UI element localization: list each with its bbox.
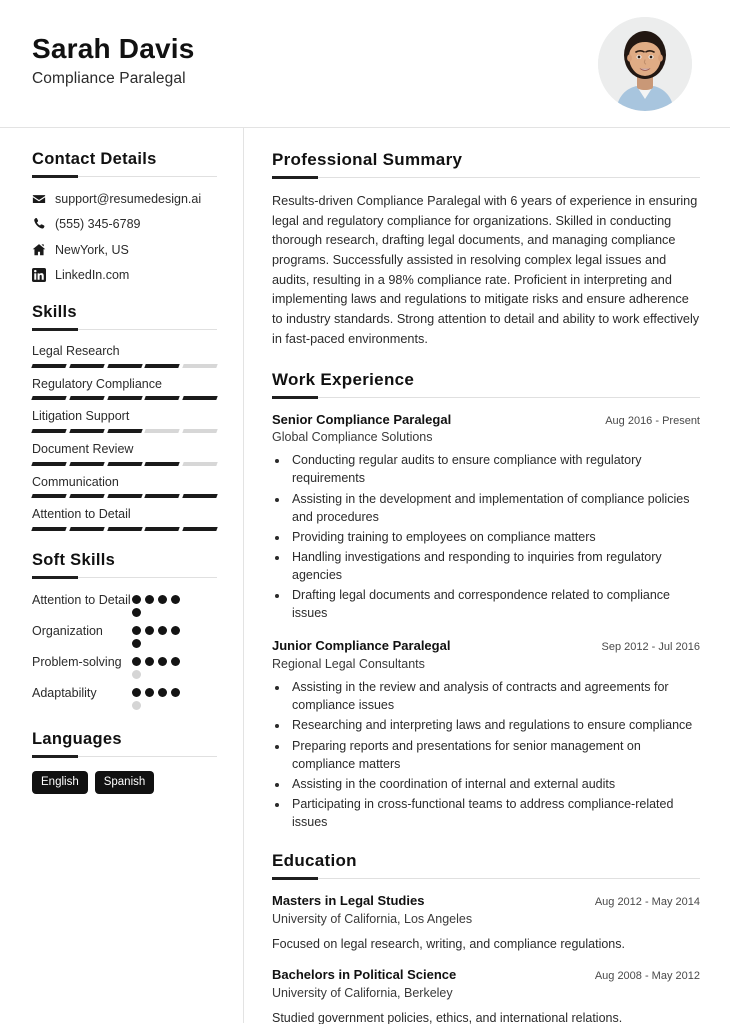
experience-header <box>272 638 700 655</box>
header-text-block <box>32 33 195 94</box>
education-entry <box>272 967 700 1024</box>
education-description: Studied government policies, ethics, and international relations. <box>272 1010 623 1024</box>
job-role: Senior Compliance Paralegal <box>272 411 452 427</box>
job-date-range: Aug 2016 - Present <box>605 414 700 427</box>
degree-title: Masters in Legal Studies <box>272 893 425 909</box>
envelope-icon <box>32 192 46 206</box>
skill-segment <box>145 429 180 433</box>
skill-item <box>32 409 217 433</box>
school-name: University of California, Berkeley <box>272 985 453 1000</box>
school-name: University of California, Los Angeles <box>272 912 473 927</box>
skill-segment <box>182 462 217 466</box>
main-content <box>244 128 730 1023</box>
skill-item <box>32 442 217 466</box>
skill-label: Litigation Support <box>32 409 130 424</box>
soft-skill-rating <box>132 685 190 710</box>
education-header <box>272 893 700 910</box>
section-title: Education <box>272 851 357 871</box>
section-languages <box>32 730 217 794</box>
job-bullet: • Assisting in the coordination of internal and external audits <box>289 775 700 793</box>
skill-segment <box>107 527 142 531</box>
contact-item-location[interactable] <box>32 242 217 258</box>
degree-date-range: Aug 2008 - May 2012 <box>594 970 700 983</box>
skill-segment <box>69 429 104 433</box>
linkedin-icon <box>32 268 46 282</box>
rating-dot <box>132 701 141 710</box>
skill-label: Regulatory Compliance <box>32 376 162 391</box>
rating-dot <box>132 688 141 697</box>
experience-header <box>272 412 700 429</box>
job-bullet: • Conducting regular audits to ensure compliance with regulatory requirements <box>289 451 700 487</box>
avatar-photo <box>598 17 692 111</box>
skill-segment <box>182 527 217 531</box>
skill-label: Communication <box>32 474 119 489</box>
soft-skill-label: Adaptability <box>32 685 97 700</box>
contact-item-phone[interactable] <box>32 216 217 232</box>
skill-level-bar <box>32 364 217 368</box>
rating-dot <box>145 688 154 697</box>
rating-dot <box>158 657 167 666</box>
skill-segment <box>182 364 217 368</box>
skill-level-bar <box>32 494 217 498</box>
job-bullet: • Providing training to employees on compliance matters <box>289 528 700 546</box>
section-professional-summary <box>272 150 700 350</box>
job-bullet: • Assisting in the development and implementation of compliance policies and procedures <box>289 490 700 526</box>
rating-dot <box>158 626 167 635</box>
section-title: Contact Details <box>32 150 157 168</box>
skill-label: Legal Research <box>32 344 120 358</box>
skill-segment <box>107 396 142 400</box>
home-icon <box>32 243 46 257</box>
section-rule <box>272 177 700 178</box>
summary-text: Results-driven Compliance Paralegal with 6 years of experience in ensuring legal and regulatory compliance for organizations. Skilled in conducting thorough research, drafting legal documents, and managing compliance programs. Successfully assisted in resolving complex legal issues and audits, resulting in a 98% compliance rate. Proficient in interpreting and implementing laws and regulations to mitigate risks and ensure adherence to industry standards. Strong attention to detail and ability to work effectively in fast-paced environments. <box>272 194 700 346</box>
skill-item <box>32 507 217 531</box>
skill-segment <box>145 364 180 368</box>
education-entry <box>272 893 700 953</box>
contact-value: NewYork, US <box>55 242 129 257</box>
soft-skill-rating <box>132 623 190 648</box>
job-organization: Global Compliance Solutions <box>272 430 433 445</box>
skill-level-bar <box>32 429 217 433</box>
section-rule <box>32 756 217 757</box>
rating-dot <box>158 688 167 697</box>
language-list <box>32 771 217 794</box>
section-rule <box>32 176 217 177</box>
skill-segment <box>145 396 180 400</box>
skill-segment <box>145 527 180 531</box>
skill-item <box>32 377 217 401</box>
job-bullet-list <box>289 678 700 831</box>
skill-segment <box>69 396 104 400</box>
skill-segment <box>69 494 104 498</box>
skill-label: Attention to Detail <box>32 507 131 522</box>
job-bullet: • Drafting legal documents and correspondence related to compliance issues <box>289 586 700 622</box>
skill-segment <box>31 396 66 400</box>
experience-entry <box>272 638 700 831</box>
section-title: Languages <box>32 729 122 748</box>
job-organization: Regional Legal Consultants <box>272 657 425 672</box>
skill-segment <box>182 429 217 433</box>
skill-segment <box>107 494 142 498</box>
rating-dot <box>132 608 141 617</box>
skill-item <box>32 344 217 368</box>
soft-skill-item <box>32 654 217 679</box>
skill-level-bar <box>32 462 217 466</box>
section-rule <box>272 397 700 398</box>
skill-segment <box>145 494 180 498</box>
job-bullet: • Handling investigations and responding to inquiries from regulatory agencies <box>289 548 700 584</box>
language-tag: Spanish <box>95 771 155 794</box>
section-title: Skills <box>32 303 77 321</box>
contact-value: LinkedIn.com <box>55 267 130 282</box>
job-bullet: • Assisting in the review and analysis of contracts and agreements for compliance issues <box>289 678 700 714</box>
rating-dot <box>171 595 180 604</box>
skill-segment <box>107 364 142 368</box>
contact-item-email[interactable] <box>32 191 217 207</box>
skill-level-bar <box>32 396 217 400</box>
skill-label: Document Review <box>32 441 134 456</box>
job-role: Junior Compliance Paralegal <box>272 638 451 654</box>
job-bullet: • Preparing reports and presentations for senior management on compliance matters <box>289 737 700 773</box>
page-title: Sarah Davis <box>32 32 195 64</box>
rating-dot <box>132 639 141 648</box>
soft-skill-rating <box>132 654 190 679</box>
resume-header <box>0 0 730 128</box>
skill-segment <box>69 462 104 466</box>
avatar <box>598 17 692 111</box>
rating-dot <box>145 595 154 604</box>
skill-segment <box>182 396 217 400</box>
section-rule <box>32 329 217 330</box>
contact-item-linkedin[interactable] <box>32 267 217 283</box>
rating-dot <box>171 657 180 666</box>
education-header <box>272 967 700 984</box>
skill-segment <box>107 429 142 433</box>
degree-title: Bachelors in Political Science <box>272 967 457 983</box>
experience-entry <box>272 412 700 623</box>
job-bullet: • Participating in cross-functional teams to address compliance-related issues <box>289 795 700 831</box>
resume-body <box>0 128 730 1023</box>
skill-segment <box>31 494 66 498</box>
skill-segment <box>107 462 142 466</box>
soft-skill-item <box>32 685 217 710</box>
soft-skill-item <box>32 623 217 648</box>
rating-dot <box>171 688 180 697</box>
rating-dot <box>145 626 154 635</box>
skill-segment <box>69 527 104 531</box>
phone-icon <box>32 217 46 231</box>
degree-date-range: Aug 2012 - May 2014 <box>594 896 700 909</box>
rating-dot <box>132 595 141 604</box>
job-bullet: • Researching and interpreting laws and regulations to ensure compliance <box>289 716 700 734</box>
soft-skill-rating <box>132 592 190 617</box>
rating-dot <box>132 670 141 679</box>
skill-level-bar <box>32 527 217 531</box>
skill-segment <box>69 364 104 368</box>
skill-segment <box>145 462 180 466</box>
soft-skill-label: Organization <box>32 623 103 638</box>
job-title: Compliance Paralegal <box>32 70 186 88</box>
soft-skill-item <box>32 592 217 617</box>
skill-segment <box>31 527 66 531</box>
rating-dot <box>132 626 141 635</box>
section-soft-skills <box>32 551 217 710</box>
contact-value: (555) 345-6789 <box>55 217 141 232</box>
rating-dot <box>132 657 141 666</box>
section-rule <box>272 878 700 879</box>
contact-list <box>32 191 217 283</box>
skill-segment <box>31 429 66 433</box>
soft-skill-label: Attention to Detail <box>32 592 131 607</box>
language-tag: English <box>32 771 88 794</box>
soft-skill-label: Problem-solving <box>32 654 122 669</box>
section-rule <box>32 577 217 578</box>
contact-value: support@resumedesign.ai <box>55 192 202 206</box>
section-work-experience <box>272 370 700 832</box>
rating-dot <box>171 626 180 635</box>
section-title: Professional Summary <box>272 150 463 169</box>
section-education <box>272 851 700 1024</box>
sidebar <box>0 128 244 1023</box>
section-contact-details <box>32 150 217 283</box>
section-title: Work Experience <box>272 369 415 389</box>
section-title: Soft Skills <box>32 550 116 569</box>
job-bullet-list <box>289 451 700 622</box>
skill-segment <box>182 494 217 498</box>
skill-segment <box>31 364 66 368</box>
skill-item <box>32 475 217 499</box>
skill-segment <box>31 462 66 466</box>
section-skills <box>32 303 217 531</box>
job-date-range: Sep 2012 - Jul 2016 <box>601 641 700 654</box>
rating-dot <box>145 657 154 666</box>
education-description: Focused on legal research, writing, and compliance regulations. <box>272 936 625 951</box>
rating-dot <box>158 595 167 604</box>
